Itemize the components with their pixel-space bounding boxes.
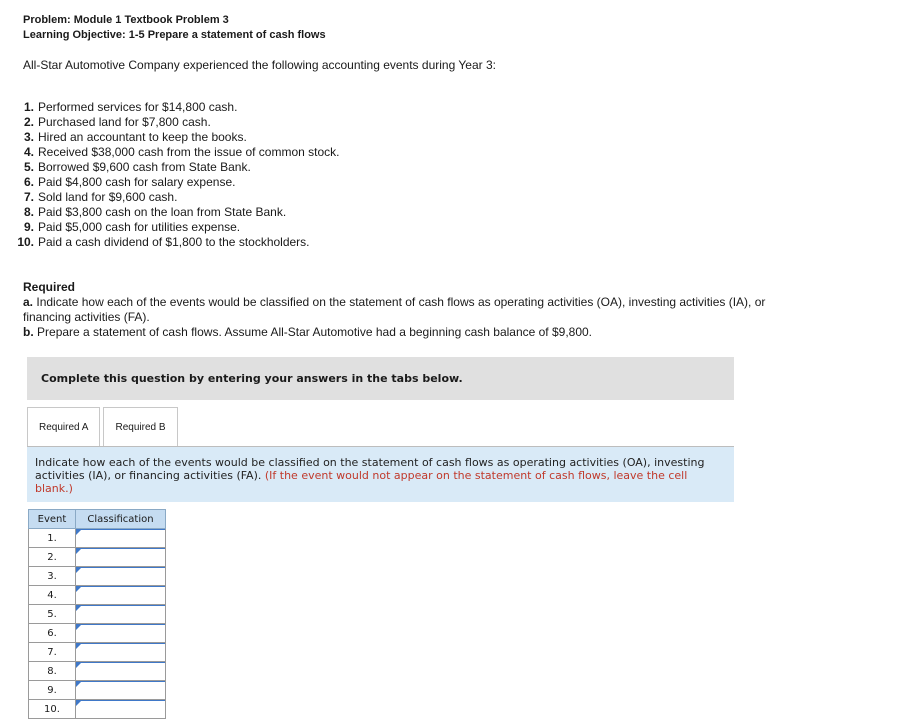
table-row xyxy=(29,529,166,548)
event-number: 7. xyxy=(29,643,76,662)
event-number: 1. xyxy=(29,529,76,548)
tab-required-b[interactable]: Required B xyxy=(103,407,177,446)
table-row xyxy=(29,548,166,567)
event-number: 2. xyxy=(29,548,76,567)
classification-input[interactable] xyxy=(76,567,165,585)
table-row xyxy=(29,567,166,586)
table-row xyxy=(29,662,166,681)
event-number: 10. xyxy=(29,700,76,719)
problem-title: Problem: Module 1 Textbook Problem 3 xyxy=(23,14,229,26)
table-row xyxy=(29,700,166,719)
event-number: 4. xyxy=(29,586,76,605)
list-item: 10. Paid a cash dividend of $1,800 to the stockholders. xyxy=(17,235,310,249)
event-number: 6. xyxy=(29,624,76,643)
list-item: 5. Borrowed $9,600 cash from State Bank. xyxy=(23,160,251,174)
event-number: 5. xyxy=(29,605,76,624)
classification-table xyxy=(28,509,166,719)
required-a: a. Indicate how each of the events would be classified on the statement of cash flows as operating activities (OA), investing activities (IA), or financing activities (FA). xyxy=(23,295,766,324)
classification-input[interactable] xyxy=(76,662,165,680)
classification-input[interactable] xyxy=(76,643,165,661)
list-item: 4. Received $38,000 cash from the issue of common stock. xyxy=(23,145,340,159)
table-row xyxy=(29,681,166,700)
instruction-text: Indicate how each of the events would be classified on the statement of cash flows as operating activities (OA), investing activities (IA), or financing activities (FA). xyxy=(35,456,705,482)
list-item: 1. Performed services for $14,800 cash. xyxy=(23,100,238,114)
classification-input[interactable] xyxy=(76,681,165,699)
column-header-classification: Classification xyxy=(76,510,166,529)
table-row xyxy=(29,643,166,662)
required-title: Required xyxy=(23,280,76,294)
classification-input[interactable] xyxy=(76,529,165,547)
classification-input[interactable] xyxy=(76,586,165,604)
event-number: 3. xyxy=(29,567,76,586)
instruction-panel xyxy=(27,447,734,502)
list-item: 9. Paid $5,000 cash for utilities expense. xyxy=(23,220,241,234)
event-number: 8. xyxy=(29,662,76,681)
required-section xyxy=(23,280,813,340)
classification-input[interactable] xyxy=(76,548,165,566)
list-item: 7. Sold land for $9,600 cash. xyxy=(23,190,178,204)
list-item: 8. Paid $3,800 cash on the loan from State Bank. xyxy=(23,205,287,219)
learning-objective: Learning Objective: 1-5 Prepare a statement of cash flows xyxy=(23,29,326,41)
instruction-note: (If the event would not appear on the statement of cash flows, leave the cell blank.) xyxy=(35,469,688,495)
list-item: 2. Purchased land for $7,800 cash. xyxy=(23,115,211,129)
classification-input[interactable] xyxy=(76,624,165,642)
classification-input[interactable] xyxy=(76,700,165,718)
events-list xyxy=(10,100,339,250)
column-header-event: Event xyxy=(29,510,76,529)
list-item: 6. Paid $4,800 cash for salary expense. xyxy=(23,175,236,189)
classification-input[interactable] xyxy=(76,605,165,623)
list-item: 3. Hired an accountant to keep the books. xyxy=(23,130,247,144)
table-row xyxy=(29,586,166,605)
complete-question-banner: Complete this question by entering your answers in the tabs below. xyxy=(27,357,734,400)
intro-text: All-Star Automotive Company experienced the following accounting events during Year 3: xyxy=(23,58,496,72)
table-row xyxy=(29,624,166,643)
table-row xyxy=(29,605,166,624)
event-number: 9. xyxy=(29,681,76,700)
required-b: b. Prepare a statement of cash flows. Assume All-Star Automotive had a beginning cash balance of $9,800. xyxy=(23,325,593,339)
tab-bar xyxy=(27,407,178,446)
tab-required-a[interactable]: Required A xyxy=(27,407,100,446)
